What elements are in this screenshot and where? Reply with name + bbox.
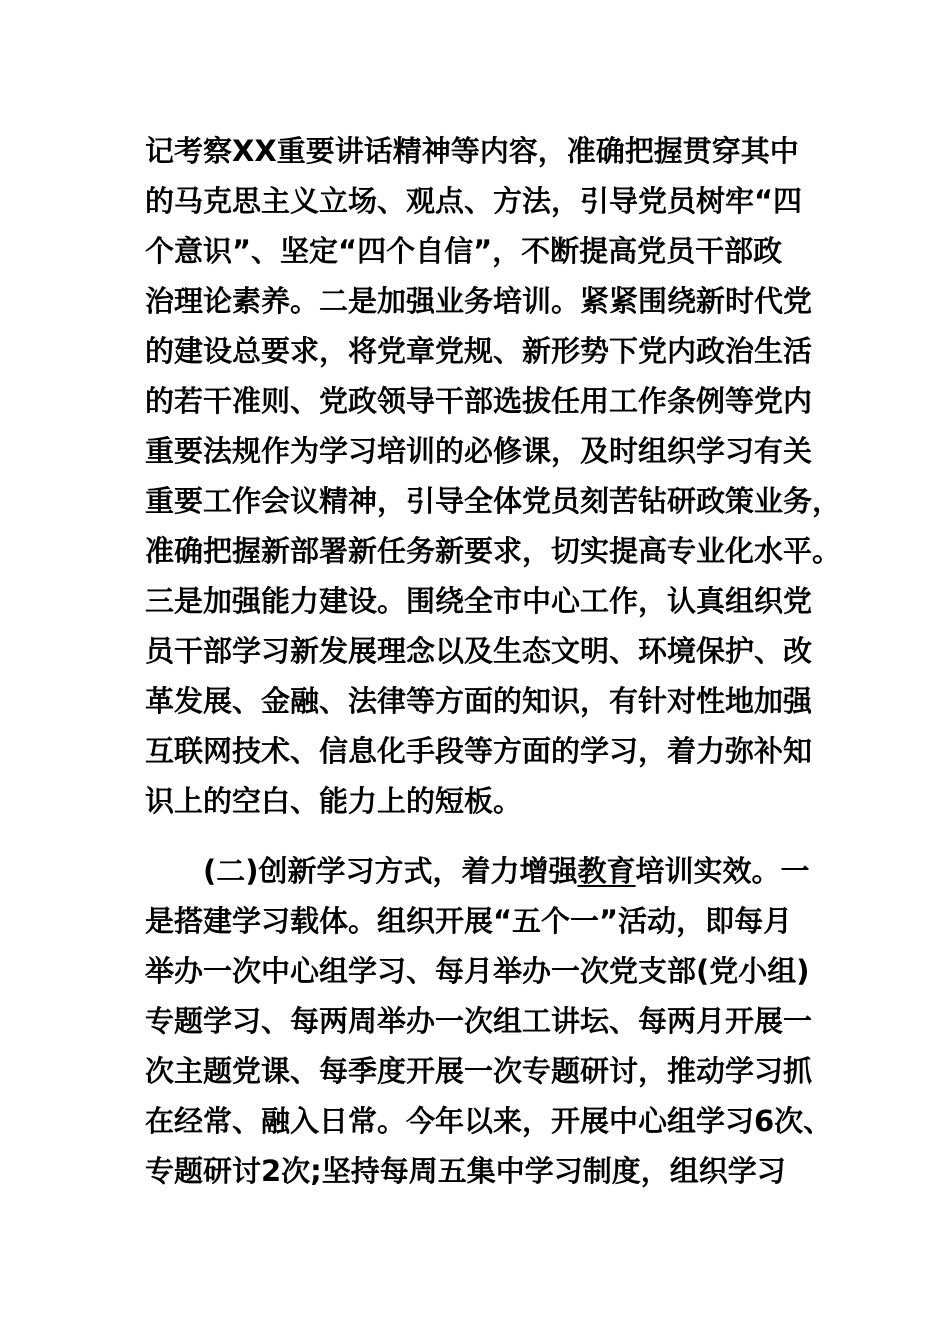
text-line: 革发展、金融、法律等方面的知识，有针对性地加强	[145, 684, 813, 718]
text-line: 员干部学习新发展理念以及生态文明、环境保护、改	[145, 634, 813, 668]
text-line: 互联网技术、信息化手段等方面的学习，着力弥补知	[145, 734, 813, 768]
underlined-word: 教育	[577, 854, 636, 888]
text-line: 记考察XX重要讲话精神等内容，准确把握贯穿其中	[145, 134, 799, 168]
text-line: 治理论素养。二是加强业务培训。紧紧围绕新时代党	[145, 284, 813, 318]
text-line: 的若干准则、党政领导干部选拔任用工作条例等党内	[145, 384, 813, 418]
text-line: 准确把握新部署新任务新要求，切实提高专业化水平。	[145, 534, 842, 568]
section-heading-line	[203, 853, 810, 889]
text-line: 次主题党课、每季度开展一次专题研讨，推动学习抓	[145, 1054, 813, 1088]
text-line: 个意识”、坚定“四个自信”，不断提高党员干部政	[145, 234, 783, 268]
text-line: 识上的空白、能力上的短板。	[145, 784, 523, 818]
text-line: 三是加强能力建设。围绕全市中心工作，认真组织党	[145, 584, 813, 618]
text-line: 举办一次中心组学习、每月举办一次党支部(党小组)	[145, 954, 810, 988]
text-line: 的马克思主义立场、观点、方法，引导党员树牢“四	[145, 184, 803, 218]
text-line: 专题研讨2次;坚持每周五集中学习制度，组织学习	[145, 1154, 786, 1188]
text-line: 重要法规作为学习培训的必修课，及时组织学习有关	[145, 434, 813, 468]
text-line: 在经常、融入日常。今年以来，开展中心组学习6次、	[145, 1104, 833, 1138]
text-line: 专题学习、每两周举办一次组工讲坛、每两月开展一	[145, 1004, 813, 1038]
heading-text-pre: (二)创新学习方式，着力增强	[203, 854, 578, 888]
text-line: 的建设总要求，将党章党规、新形势下党内政治生活	[145, 334, 813, 368]
text-line: 重要工作会议精神，引导全体党员刻苦钻研政策业务，	[145, 484, 842, 518]
heading-text-post: 培训实效。一	[635, 854, 810, 888]
text-line: 是搭建学习载体。组织开展“五个一”活动，即每月	[145, 904, 793, 938]
